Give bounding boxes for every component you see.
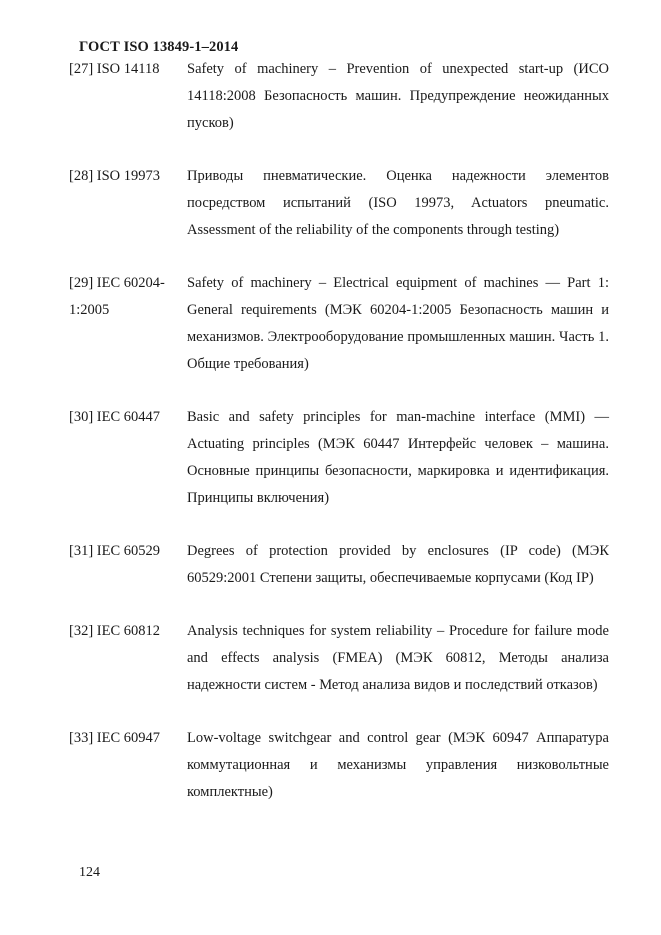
reference-item [69,56,609,137]
reference-text: Basic and safety principles for man-machine interface (MMI) — Actuating principles (МЭК 60447 Интерфейс человек – машина. Основные принципы безопасности, маркировка и идентификация. Принципы включения) [187,409,609,506]
page-number: 124 [79,865,100,880]
reference-text: Safety of machinery – Electrical equipment of machines — Part 1: General requirements (МЭК 60204-1:2005 Безопасность машин и механизмов. Электрооборудование промышленных машин. Часть 1. Общие требования) [187,275,609,372]
reference-text: Degrees of protection provided by enclosures (IP code) (МЭК 60529:2001 Степени защиты, обеспечиваемые корпусами (Код IP) [187,543,609,586]
reference-item [69,163,609,244]
document-header: ГОСТ ISO 13849-1–2014 [79,39,239,55]
reference-item [69,725,609,806]
reference-item [69,270,609,378]
reference-item [69,618,609,699]
reference-text: Low-voltage switchgear and control gear (МЭК 60947 Аппаратура коммутационная и механизмы управления низковольтные комплектные) [187,730,609,800]
reference-id: [30] IEC 60447 [69,409,161,425]
reference-id: [31] IEC 60529 [69,543,161,559]
reference-item [69,404,609,512]
reference-id: [27] ISO 14118 [69,61,160,77]
reference-item [69,538,609,592]
reference-id: [33] IEC 60947 [69,730,161,746]
reference-list [69,56,609,832]
reference-text: Analysis techniques for system reliability – Procedure for failure mode and effects analysis (FMEA) (МЭК 60812, Методы анализа надежности систем - Метод анализа видов и последствий отказов) [187,623,609,693]
reference-id: [32] IEC 60812 [69,623,161,639]
reference-id: [29] IEC 60204-1:2005 [69,275,165,318]
reference-id: [28] ISO 19973 [69,168,161,184]
reference-text: Safety of machinery – Prevention of unexpected start-up (ИСО 14118:2008 Безопасность машин. Предупреждение неожиданных пусков) [187,61,609,131]
reference-text: Приводы пневматические. Оценка надежности элементов посредством испытаний (ISO 19973, Actuators pneumatic. Assessment of the reliability of the components through testing) [187,168,609,238]
